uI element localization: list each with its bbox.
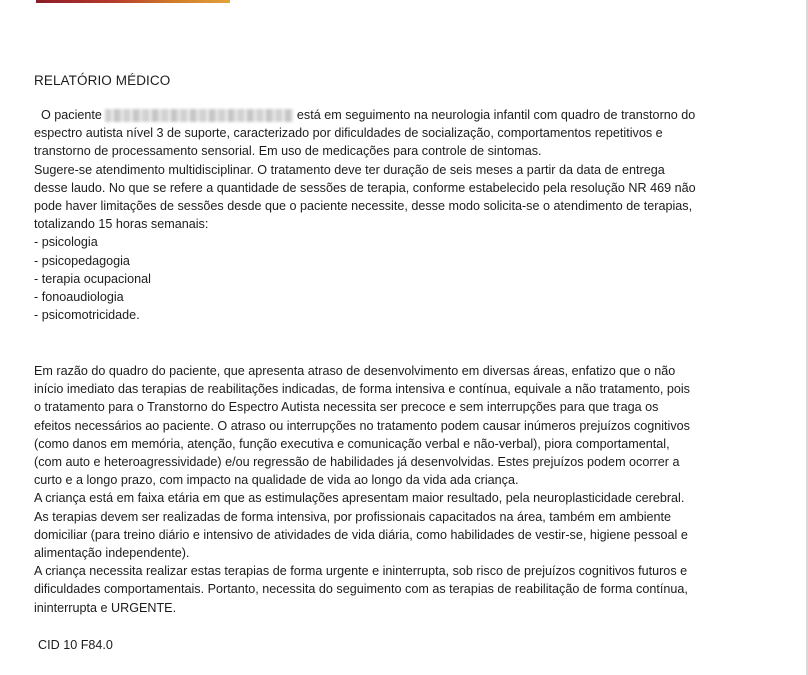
therapy-list-item: - psicologia	[34, 235, 98, 250]
therapy-list-item: - psicopedagogia	[34, 253, 130, 268]
paragraph-2-line: início imediato das terapias de reabilitações indicadas, de forma intensiva e contínua, equivale a não tratamento, pois	[34, 382, 690, 397]
paragraph-2-line: (como danos em memória, atenção, função executiva e comunicação verbal e não-verbal), piora comportamental,	[34, 436, 670, 451]
paragraph-2-line: efeitos necessários ao paciente. O atraso ou interrupções no tratamento podem causar inúmeros prejuízos cognitivos	[34, 418, 690, 433]
paragraph-1-line: totalizando 15 horas semanais:	[34, 217, 209, 232]
paragraph-1-line: pode haver limitações de sessões desde que o paciente necessite, desse modo solicita-se o atendimento de terapias,	[34, 199, 693, 214]
paragraph-2-line: (com auto e heteroagressividade) e/ou regressão de habilidades já desenvolvidas. Estes prejuízos podem ocorrer a	[34, 455, 680, 470]
paragraph-2-line: o tratamento para o Transtorno do Espectro Autista necessita ser precoce e sem interrupções para que traga os	[34, 400, 659, 415]
patient-suffix-text: está em seguimento na neurologia infantil com quadro de transtorno do	[296, 108, 696, 122]
paragraph-2-line: dificuldades comportamentais. Portanto, necessita do seguimento com as terapias de reabilitação de forma contínua,	[34, 582, 688, 597]
redacted-patient-name	[105, 109, 293, 122]
report-paragraph-1	[34, 106, 794, 324]
paragraph-1-line: transtorno de processamento sensorial. Em uso de medicações para controle de sintomas.	[34, 144, 542, 159]
paragraph-1-line: Sugere-se atendimento multidisciplinar. O tratamento deve ter duração de seis meses a partir da data de entrega	[34, 162, 665, 177]
therapy-list-item: - fonoaudiologia	[34, 290, 124, 305]
paragraph-2-line: curto e a longo prazo, com impacto na qualidade de vida ao longo da vida ada criança.	[34, 473, 519, 488]
paragraph-2-line: alimentação independente).	[34, 546, 190, 561]
paragraph-1-line: espectro autista nível 3 de suporte, caracterizado por dificuldades de socialização, comportamentos repetitivos e	[34, 126, 663, 141]
document-title: RELATÓRIO MÉDICO	[34, 73, 171, 88]
paragraph-2-line: A criança necessita realizar estas terapias de forma urgente e ininterrupta, sob risco de prejuízos cognitivos futuros e	[34, 564, 688, 579]
therapy-list-item: - psicomotricidade.	[34, 308, 140, 323]
paragraph-1-first-line	[34, 106, 794, 124]
paragraph-1-line: desse laudo. No que se refere a quantidade de sessões de terapia, conforme estabelecido pela resolução NR 469 não	[34, 180, 696, 195]
therapy-list-item: - terapia ocupacional	[34, 271, 151, 286]
paragraph-2-line: A criança está em faixa etária em que as estimulações apresentam maior resultado, pela neuroplasticidade cerebral.	[34, 491, 685, 506]
letterhead-logo-strip	[36, 0, 230, 3]
report-paragraph-2	[34, 362, 794, 617]
patient-prefix-text: O paciente	[41, 108, 102, 122]
paragraph-2-line: As terapias devem ser realizadas de forma intensiva, por profissionais capacitados na área, também em ambiente	[34, 509, 672, 524]
paragraph-2-line: ininterrupta e URGENTE.	[34, 600, 177, 615]
cid-code: CID 10 F84.0	[38, 638, 113, 652]
paragraph-2-line: Em razão do quadro do paciente, que apresenta atraso de desenvolvimento em diversas áreas, enfatizo que o não	[34, 364, 676, 378]
paragraph-2-line: domiciliar (para treino diário e intensivo de atividades de vida diária, como habilidades de vestir-se, higiene pessoal e	[34, 527, 688, 542]
